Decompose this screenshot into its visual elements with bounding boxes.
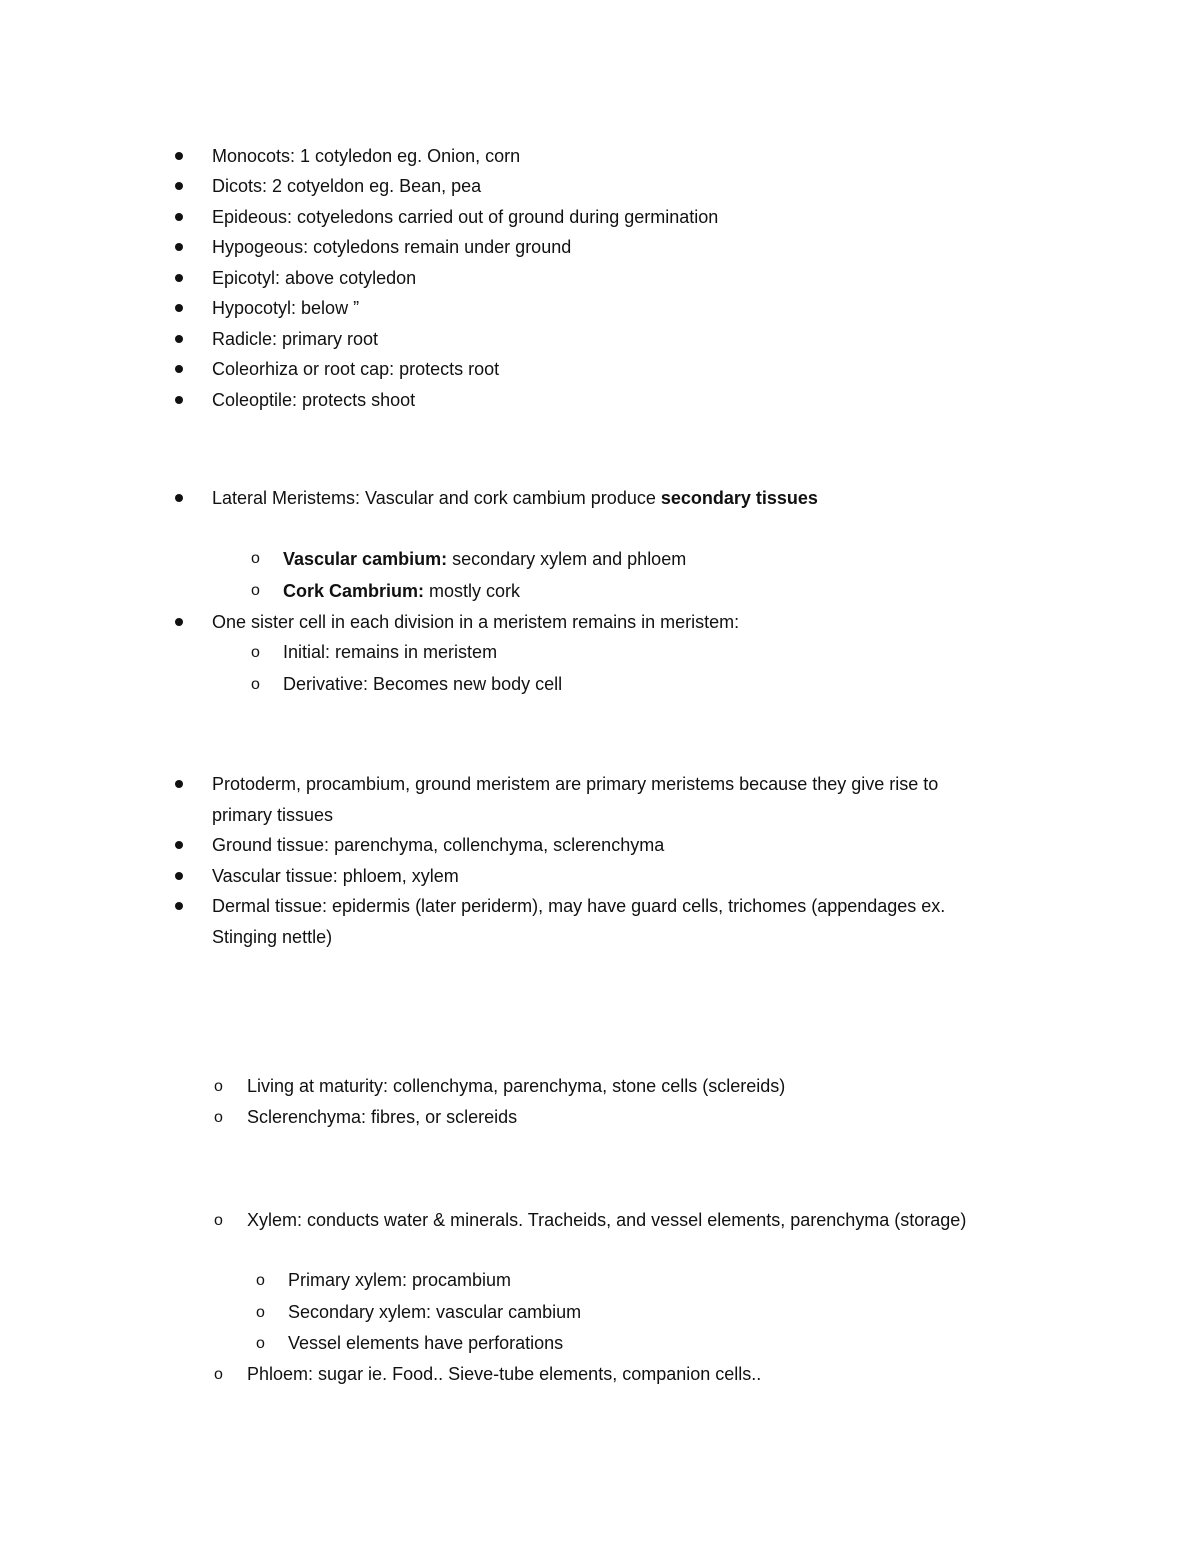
list-item bbox=[212, 483, 818, 513]
bullet-dot bbox=[175, 902, 183, 910]
sub-list-item: Derivative: Becomes new body cell bbox=[283, 674, 563, 694]
list-item: Ground tissue: parenchyma, collenchyma, sclerenchyma bbox=[212, 835, 665, 855]
bullet-dot bbox=[175, 274, 183, 282]
list-item: Dermal tissue: epidermis (later periderm), may have guard cells, trichomes (appendages ex. bbox=[212, 896, 946, 916]
list-item: Monocots: 1 cotyledon eg. Onion, corn bbox=[212, 146, 521, 166]
sub-bullet-marker: o bbox=[251, 550, 260, 567]
sub-sub-list-item: Vessel elements have perforations bbox=[288, 1333, 564, 1353]
sub-bullet-marker: o bbox=[214, 1212, 223, 1229]
bullet-dot bbox=[175, 494, 183, 502]
list-item-text: secondary xylem and phloem bbox=[447, 549, 687, 569]
sub-list-item: Living at maturity: collenchyma, parenchyma, stone cells (sclereids) bbox=[247, 1076, 786, 1096]
bullet-dot bbox=[175, 618, 183, 626]
bullet-dot bbox=[175, 365, 183, 373]
list-item: Epicotyl: above cotyledon bbox=[212, 268, 417, 288]
bullet-dot bbox=[175, 872, 183, 880]
sub-list-item: Sclerenchyma: fibres, or sclereids bbox=[247, 1107, 518, 1127]
list-item: Dicots: 2 cotyeldon eg. Bean, pea bbox=[212, 176, 482, 196]
list-item-continuation: primary tissues bbox=[212, 805, 334, 825]
sub-list-item bbox=[283, 576, 520, 606]
sub-bullet-marker: o bbox=[251, 676, 260, 693]
sub-sub-list-item: Primary xylem: procambium bbox=[288, 1270, 512, 1290]
list-item-emphasis: Cork Cambrium: bbox=[283, 581, 425, 601]
sub-bullet-marker: o bbox=[214, 1366, 223, 1383]
list-item: Protoderm, procambium, ground meristem are primary meristems because they give rise to bbox=[212, 774, 939, 794]
list-item: One sister cell in each division in a meristem remains in meristem: bbox=[212, 612, 740, 632]
sub-bullet-marker: o bbox=[251, 582, 260, 599]
bullet-dot bbox=[175, 780, 183, 788]
list-item-emphasis: Vascular cambium: bbox=[283, 549, 448, 569]
list-item: Epideous: cotyeledons carried out of ground during germination bbox=[212, 207, 719, 227]
bullet-dot bbox=[175, 396, 183, 404]
bullet-dot bbox=[175, 182, 183, 190]
sub-list-item: Initial: remains in meristem bbox=[283, 642, 498, 662]
sub-list-item: Phloem: sugar ie. Food.. Sieve-tube elements, companion cells.. bbox=[247, 1364, 762, 1384]
bullet-dot bbox=[175, 152, 183, 160]
list-item: Coleoptile: protects shoot bbox=[212, 390, 416, 410]
list-item-emphasis: secondary tissues bbox=[660, 488, 818, 508]
sub-bullet-marker: o bbox=[256, 1272, 265, 1289]
bullet-dot bbox=[175, 304, 183, 312]
list-item-continuation: Stinging nettle) bbox=[212, 927, 333, 947]
bullet-dot bbox=[175, 243, 183, 251]
list-item-text: mostly cork bbox=[424, 581, 521, 601]
bullet-dot bbox=[175, 213, 183, 221]
list-item: Vascular tissue: phloem, xylem bbox=[212, 866, 459, 886]
sub-list-item: Xylem: conducts water & minerals. Tracheids, and vessel elements, parenchyma (storage) bbox=[247, 1210, 967, 1230]
sub-bullet-marker: o bbox=[256, 1304, 265, 1321]
list-item-text: Lateral Meristems: Vascular and cork cambium produce bbox=[212, 488, 661, 508]
sub-bullet-marker: o bbox=[251, 644, 260, 661]
list-item: Radicle: primary root bbox=[212, 329, 379, 349]
list-item: Hypocotyl: below ” bbox=[212, 298, 360, 318]
sub-bullet-marker: o bbox=[214, 1078, 223, 1095]
bullet-dot bbox=[175, 335, 183, 343]
list-item: Hypogeous: cotyledons remain under ground bbox=[212, 237, 572, 257]
bullet-dot bbox=[175, 841, 183, 849]
list-item: Coleorhiza or root cap: protects root bbox=[212, 359, 500, 379]
sub-bullet-marker: o bbox=[214, 1109, 223, 1126]
sub-bullet-marker: o bbox=[256, 1335, 265, 1352]
sub-sub-list-item: Secondary xylem: vascular cambium bbox=[288, 1302, 582, 1322]
sub-list-item bbox=[283, 544, 686, 574]
